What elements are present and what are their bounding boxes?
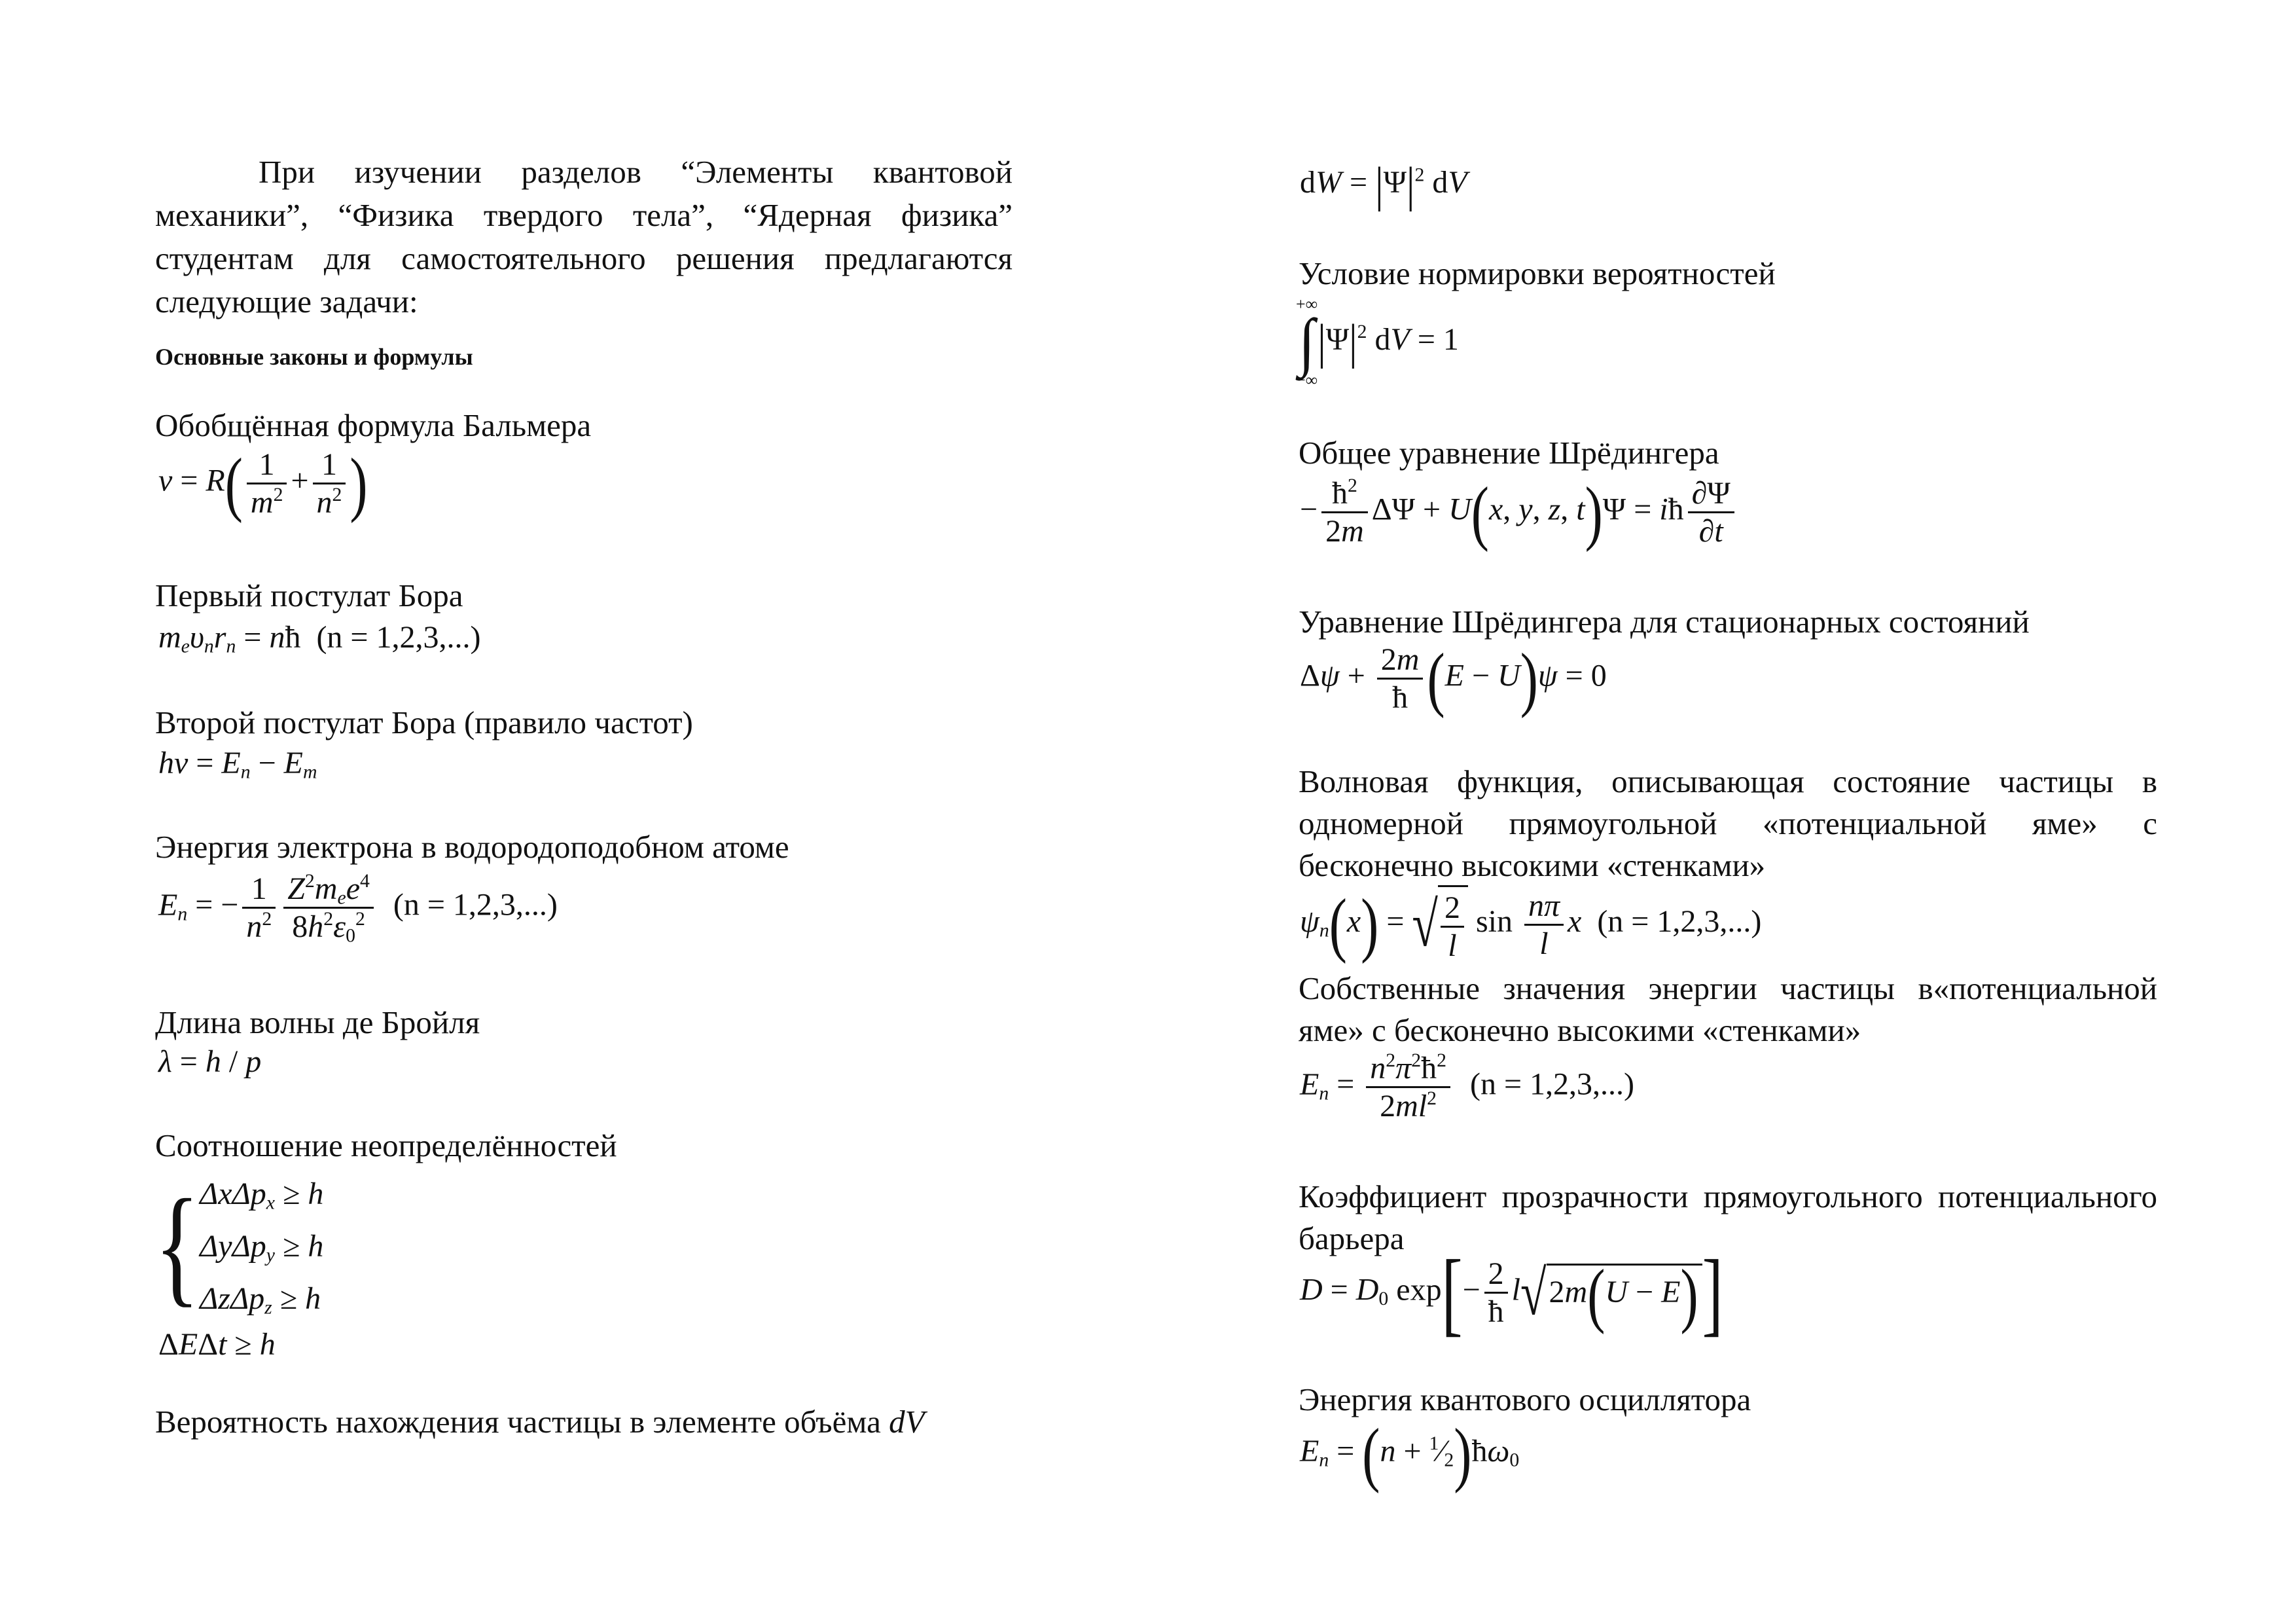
formula-label-oscillator: Энергия квантового осциллятора	[1299, 1381, 1751, 1417]
formula-energy-time-uncertainty: ΔEΔt ≥ h	[158, 1327, 276, 1362]
formula-normalization: +∞ ∫ −∞ $|\Psi|^2$ dV = 1	[1296, 295, 1459, 390]
formula-balmer: ν = R( $\frac{1}{m^2}$ + $\frac{1}{n^2}$ )	[158, 443, 368, 524]
formula-label-schrodinger-stationary: Уравнение Шрёдингера для стационарных состояний	[1299, 604, 2030, 640]
formula-schrodinger-stationary: Δψ + $\frac{2m}{ħ}$ (E − U)ψ = 0	[1300, 638, 1607, 719]
integral-upper-limit: +∞	[1296, 295, 1318, 314]
formula-label-wavefunction-well: Волновая функция, описывающая состояние частицы в одномерной прямоугольной «потенциальной яме» с бесконечно высокими «стенками»	[1299, 763, 2157, 883]
formula-label-balmer: Обобщённая формула Бальмера	[155, 407, 592, 443]
formula-label-bohr1: Первый постулат Бора	[155, 577, 463, 613]
formula-label-hydrogen-energy: Энергия электрона в водородоподобном атоме	[155, 829, 789, 865]
formula-label-normalization: Условие нормировки вероятностей	[1299, 255, 1776, 291]
formula-uncertainty: { ΔxΔp$_x$ ≥ h ΔyΔp$_y$ ≥ h ΔzΔp$_z$ ≥ h	[154, 1173, 324, 1319]
formula-de-broglie: λ = h / p	[158, 1044, 262, 1079]
formula-probability: dW = $|\Psi|^2$ dV	[1300, 157, 1467, 212]
probability-label-text: Вероятность нахождения частицы в элементе объёма	[155, 1404, 881, 1440]
formula-label-transparency: Коэффициент прозрачности прямоугольного потенциального барьера	[1299, 1178, 2157, 1256]
formula-label-de-broglie: Длина волны де Бройля	[155, 1004, 480, 1040]
n-range: (n = 1,2,3,...)	[393, 887, 558, 922]
formula-label-bohr2: Второй постулат Бора (правило частот)	[155, 704, 693, 740]
formula-bohr1: $m_e\upsilon_nr_n$ = nħ (n = 1,2,3,...)	[158, 620, 481, 657]
formula-schrodinger-general: − $\frac{ħ^2}{2m}$ ΔΨ + U(x, y, z, t)Ψ = iħ $\frac{\partial\Psi}{\partial t}$	[1300, 475, 1738, 549]
formula-label-uncertainty: Соотношение неопределённостей	[155, 1127, 617, 1163]
formula-oscillator: $E_n = (n$ + $^1⁄_2)ħ\omega_0$	[1300, 1413, 1520, 1494]
integral-lower-limit: −∞	[1296, 371, 1318, 390]
n-range: (n = 1,2,3,...)	[1597, 904, 1762, 939]
n-range: (n = 1,2,3,...)	[1469, 1067, 1634, 1102]
formula-label-schrodinger-general: Общее уравнение Шрёдингера	[1299, 435, 1719, 471]
formula-bohr2: $h\nu = E_n - E_m$	[158, 746, 317, 783]
formula-label-energy-well: Собственные значения энергии частицы в«потенциальной яме» с бесконечно высокими «стенками»	[1299, 970, 2157, 1048]
section-heading: Основные законы и формулы	[155, 344, 473, 370]
right-page	[1148, 0, 2296, 1623]
formula-wavefunction-well: $\psi_n(x)$ = √ $\frac{2}{l}$ sin $\frac{n\pi}{l}$ x (n = 1,2,3,...)	[1300, 884, 1762, 965]
n-range: (n = 1,2,3,...)	[316, 620, 481, 655]
formula-energy-well: $E_n$ = $\frac{n^2\pi^2ħ^2}{2ml^2}$ (n = 1,2,3,...)	[1300, 1049, 1634, 1124]
intro-paragraph	[155, 151, 1013, 323]
formula-label-probability	[155, 1401, 925, 1443]
formula-transparency: $D = D_0$ exp[− $\frac{2}{ħ}$ l√2m(U − E)]	[1300, 1239, 1723, 1345]
intro-text: При изучении разделов “Элементы квантовой механики”, “Физика твердого тела”, “Ядерная физика” студентам для самостоятельного решения предлагаются следующие задачи:	[155, 154, 1013, 319]
volume-element: dV	[889, 1404, 925, 1440]
formula-hydrogen-energy: $E_n$ = − $\frac{1}{n^2}$ $\frac{Z^2m_ee^4}{8h^2\varepsilon_0^2}$ (n = 1,2,3,...)	[158, 870, 558, 947]
